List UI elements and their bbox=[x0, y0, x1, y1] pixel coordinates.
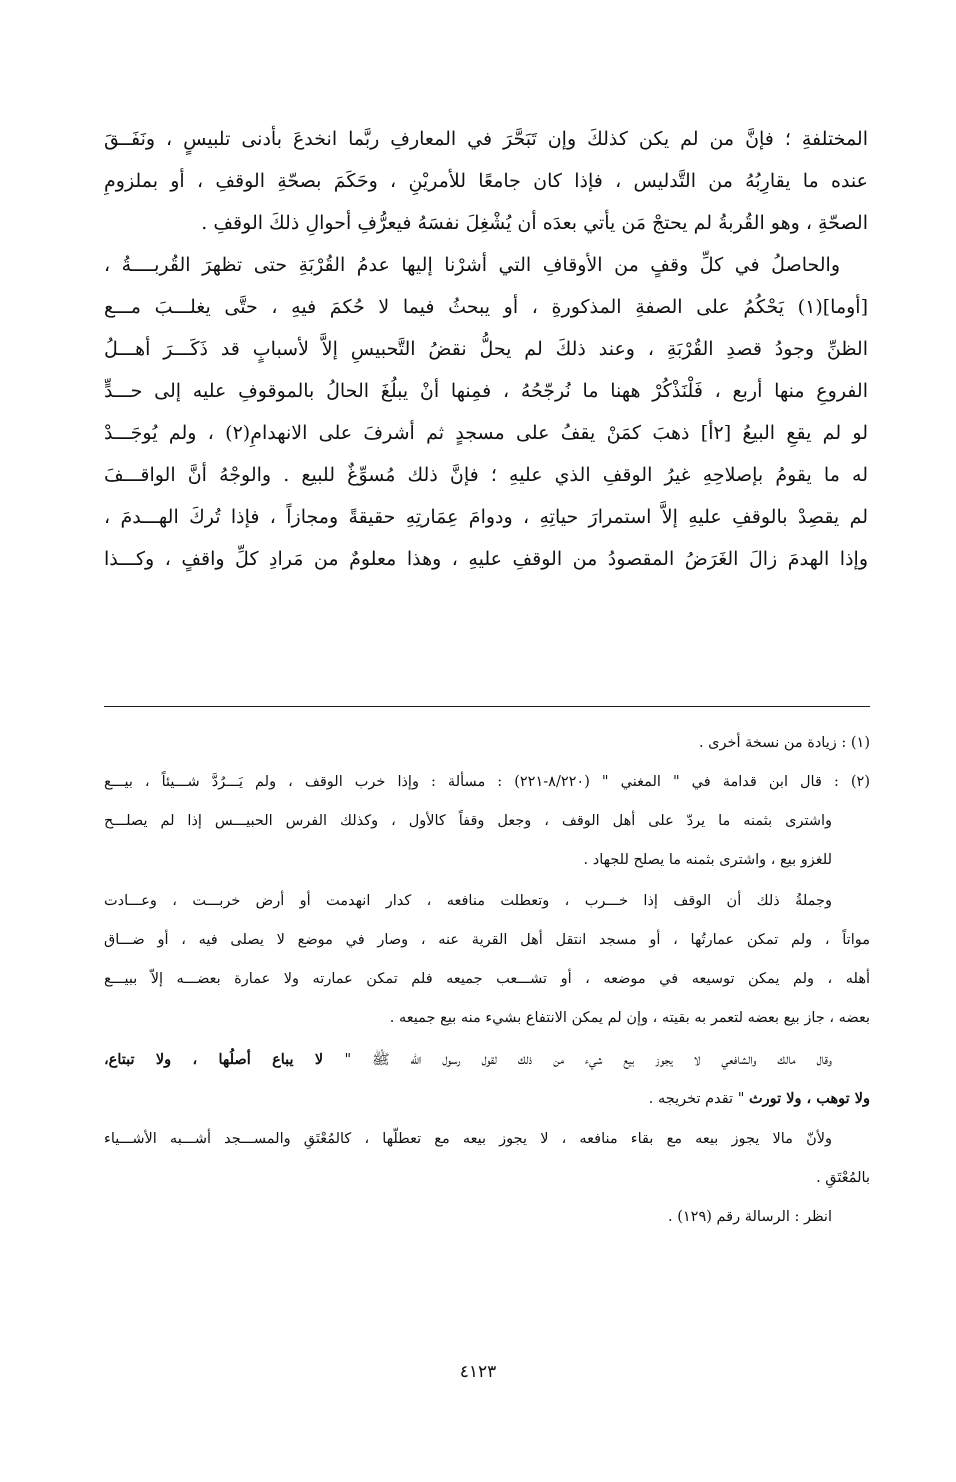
footnote-text: وقال مالك والشافعي لا يجوز بيع شيء من ذلك لقول رسول الله ﷺ " bbox=[344, 1052, 832, 1068]
footnote-2-line: (٢) : قال ابن قدامة في " المغني " (٨/٢٢٠-٢٢١) : مسألة : وإذا خرب الوقف ، ولم يَـــرُدَّ شـــيئاً ، بيـــع bbox=[104, 774, 870, 790]
main-text-line: لم يقصِدْ بالوقفِ عليهِ إلاَّ استمرارَ حياتِهِ ، ودوامَ عِمَارتِهِ حقيقةً ومجازاً ، فإذا تُركَ الهـــدمَ ، bbox=[104, 506, 868, 528]
main-text-line: [أوما](١) يَحْكُمُ على الصفةِ المذكورةِ ، أو يبحثُ فيما لا حُكمَ فيهِ ، حتَّى يغلـــبَ مـــع bbox=[104, 296, 868, 318]
main-text-line: المختلفةِ ؛ فإنَّ من لم يكن كذلكَ وإن تَبَحَّرَ في المعارفِ ربَّما انخدعَ بأدنى تلبيسٍ ، ونَفَــقَ bbox=[104, 128, 868, 150]
footnote-paragraph-line: مواتاً ، ولم تمكن عمارتُها ، أو مسجد انتقل أهل القرية عنه ، وصار في موضع لا يصلى فيه ، أو ضـــاق bbox=[104, 932, 870, 948]
main-text-line: لو لم يقعِ البيعُ [٢أ] ذهبَ كمَنْ يقفُ على مسجدٍ ثم أشرفَ على الانهدامِ(٢) ، ولم يُوجَـــدْ bbox=[104, 422, 868, 444]
footnote-2-line: واشترى بثمنه ما يردّ على أهل الوقف ، وجعل وقفاً كالأول ، وكذلك الفرس الحبيـــس إذا لم يصلـــح bbox=[104, 813, 832, 829]
footnote-paragraph-line: وجملةُ ذلك أن الوقف إذا خـــرب ، وتعطلت منافعه ، كدار انهدمت أو أرض خربـــت ، وعـــادت bbox=[104, 893, 832, 909]
footnote-separator bbox=[104, 706, 870, 707]
page-number: ٤١٢٣ bbox=[459, 1362, 497, 1382]
hadith-quote: ولا توهب ، ولا تورث bbox=[748, 1090, 870, 1107]
main-text-line: الصحّةِ ، وهو القُربةُ لم يحتجْ مَن يأتي بعدَه أن يُشْغِلَ نفسَهُ فيعرُّفِ أحوالِ ذلكَ الوقفِ . bbox=[201, 212, 868, 234]
main-text-line: والحاصلُ في كلِّ وقفٍ من الأوقافِ التي أشرْنا إليها عدمُ القُرْبَةِ حتى تظهرَ القُربــــةُ ، bbox=[104, 254, 840, 276]
footnote-paragraph-line: أهله ، ولم يمكن توسيعه في موضعه ، أو تشـــعب جميعه فلم تمكن عمارته ولا عمارة بعضـــه إلاّ ببيـــع bbox=[104, 971, 870, 987]
footnote-paragraph-line: بالمُعْتَقِ . bbox=[816, 1170, 870, 1186]
footnote-paragraph-line bbox=[104, 1040, 870, 1079]
footnote-paragraph-line: بعضه ، جاز بيع بعضه لتعمر به بقيته ، وإن لم يمكن الانتفاع بشيء منه بيع جميعه . bbox=[389, 1010, 870, 1026]
footnotes-section bbox=[104, 724, 870, 1237]
footnote-paragraph-line: ولأنّ مالا يجوز بيعه مع بقاء منافعه ، لا يجوز بيعه مع تعطلّها ، كالمُعْتَقِ والمســـجد أشـــبه الأشـــياء bbox=[104, 1131, 832, 1147]
footnote-paragraph-line bbox=[104, 1079, 870, 1118]
footnote-text: " تقدم تخريجه . bbox=[648, 1091, 749, 1107]
main-text-line: وإذا الهدمَ زالَ الغَرَضُ المقصودُ من الوقفِ عليهِ ، وهذا معلومٌ من مَرادِ كلِّ واقفٍ ، وكـــذا bbox=[104, 548, 868, 570]
footnote-1: (١) : زيادة من نسخة أخرى . bbox=[698, 735, 870, 751]
footnote-see-also: انظر : الرسالة رقم (١٢٩) . bbox=[668, 1209, 832, 1225]
main-text-line: عنده ما يقارِبُهُ من التَّدليس ، فإذا كان جامعًا للأمريْنِ ، وحَكَمَ بصحّةِ الوقفِ ، أو بملزومِ bbox=[104, 170, 868, 192]
footnote-2-line: للغزو بيع ، واشترى بثمنه ما يصلح للجهاد . bbox=[583, 852, 832, 868]
main-text-line: الظنِّ وجودُ قصدِ القُرْبَةِ ، وعند ذلكَ لم يحلُّ نقضُ التَّحبيسِ إلاَّ لأسبابٍ قد ذَكَـــرَ أهـــلُ bbox=[104, 338, 868, 360]
main-text-line: له ما يقومُ بإصلاحِهِ غيرُ الوقفِ الذي عليهِ ؛ فإنَّ ذلك مُسوِّغٌ للبيع . والوجْهُ أنَّ الواقـــفَ bbox=[104, 464, 868, 486]
main-text-body bbox=[104, 118, 868, 580]
main-text-line: الفروعِ منها أربع ، فَلْنَذْكُرْ ههنا ما نُرجّحُهُ ، فمِنها أنْ يبلُغَ الحالُ بالموقوفِ عليه إلى حـــدٍّ bbox=[104, 380, 868, 402]
hadith-quote: لا يباع أصلُها ، ولا تبتاع، bbox=[104, 1051, 345, 1068]
